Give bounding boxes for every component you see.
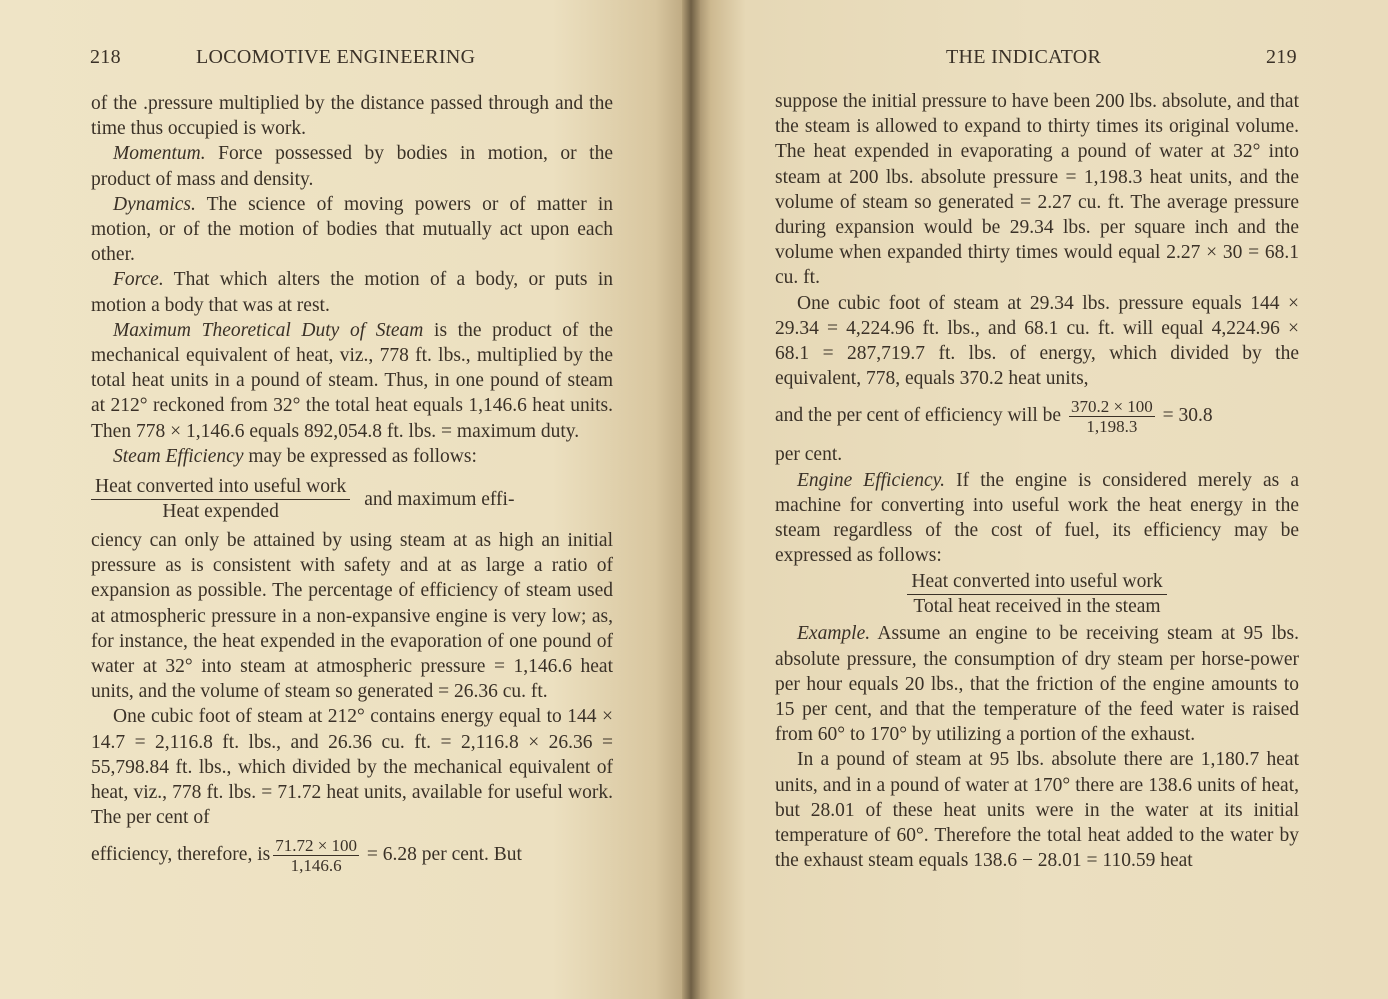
right-page-body <box>775 89 1299 873</box>
term-momentum: Momentum. <box>113 143 206 165</box>
paragraph-maximum-duty <box>91 318 613 444</box>
term-example: Example. <box>797 623 871 645</box>
paragraph-heat-units: In a pound of steam at 95 lbs. absolute there are 1,180.7 heat units, and in a pound of water at 170° there are 138.6 units of heat, but 28.01 of these heat units were in the water at its initial temperature of 60°. Therefore the total heat added to the water by the exhaust steam equals 138.6 − 28.01 = 110.59 heat <box>775 749 1299 872</box>
definition-steam-efficiency: may be expressed as follows: <box>243 445 477 467</box>
term-steam-efficiency: Steam Efficiency <box>113 445 244 467</box>
inline-fraction <box>1069 397 1155 436</box>
paragraph-initial-pressure: suppose the initial pressure to have been 200 lbs. absolute, and that the steam is allowed to expand to thirty times its original volume. The heat expended in evaporating a pound of water at 32° into steam at 200 lbs. absolute pressure = 1,198.3 heat units, and the volume of steam so generated = 2.27 cu. ft. The average pressure during expansion would be 29.34 lbs. per square inch and the volume when expanded thirty times would equal 2.27 × 30 = 68.1 cu. ft. <box>775 91 1299 289</box>
efficiency-equation-line <box>91 836 613 875</box>
book-gutter <box>682 0 700 999</box>
paragraph-energy-calculation: One cubic foot of steam at 29.34 lbs. pressure equals 144 × 29.34 = 4,224.96 ft. lbs., and 68.1 cu. ft. will equal 4,224.96 × 68.1 = 287,719.7 ft. lbs. of energy, which divided by the equivalent, 778, equals 370.2 heat units, <box>775 292 1299 390</box>
definition-maximum-duty: is the product of the mechanical equivalent of heat, viz., 778 ft. lbs., multiplied by the total heat units in a pound of steam. Thus, in one pound of steam at 212° reckoned from 32° the total heat equals 1,146.6 heat units. Then 778 × 1,146.6 equals 892,054.8 ft. lbs. = maximum duty. <box>91 319 614 442</box>
formula-trailing-text: and maximum effi- <box>364 488 515 510</box>
paragraph-dynamics <box>91 192 613 268</box>
right-page-number: 219 <box>1266 46 1297 68</box>
equation-suffix: = 6.28 per cent. But <box>362 844 522 866</box>
fraction-numerator: Heat converted into useful work <box>91 475 350 500</box>
definition-engine-efficiency: If the engine is considered merely as a machine for converting into useful work the heat energy in the steam regardless of the cost of fuel, its efficiency may be expressed as follows: <box>775 469 1299 567</box>
engine-efficiency-formula <box>775 570 1299 619</box>
efficiency-equation-line <box>775 397 1299 436</box>
definition-momentum: Force possessed by bodies in motion, or the product of mass and density. <box>91 143 613 190</box>
definition-dynamics: The science of moving powers or of matter in motion, or of the motion of bodies that mutually act upon each other. <box>91 193 613 266</box>
term-force: Force. <box>113 269 164 291</box>
left-running-title: LOCOMOTIVE ENGINEERING <box>196 46 476 68</box>
term-maximum-duty: Maximum Theoretical Duty of Steam <box>113 319 424 341</box>
paragraph-cubic-foot-energy: One cubic foot of steam at 212° contains energy equal to 144 × 14.7 = 2,116.8 ft. lbs., and 26.36 cu. ft. = 2,116.8 × 26.36 = 55,798.84 ft. lbs., which divided by the mechanical equivalent of heat, viz., 778 ft. lbs. = 71.72 heat units, available for useful work. The per cent of <box>91 706 613 829</box>
fraction-denominator: 1,198.3 <box>1086 417 1138 437</box>
left-page <box>0 0 690 999</box>
fraction-denominator: Total heat received in the steam <box>913 596 1161 618</box>
left-page-body <box>91 91 613 881</box>
paragraph-force <box>91 267 613 317</box>
per-cent-text: per cent. <box>775 444 843 466</box>
fraction-numerator: 370.2 × 100 <box>1070 397 1153 417</box>
definition-force: That which alters the motion of a body, or puts in motion a body that was at rest. <box>91 269 613 316</box>
term-engine-efficiency: Engine Efficiency. <box>797 469 946 491</box>
paragraph-example <box>775 621 1299 747</box>
paragraph-work-continued: of the .pressure multiplied by the distance passed through and the time thus occupied is work. <box>91 93 613 140</box>
fraction <box>907 570 1166 619</box>
equation-suffix: = 30.8 <box>1157 405 1213 427</box>
fraction-numerator: 71.72 × 100 <box>275 836 358 856</box>
paragraph-engine-efficiency <box>775 468 1299 569</box>
inline-fraction <box>273 836 359 875</box>
term-dynamics: Dynamics. <box>113 193 196 215</box>
left-page-number: 218 <box>90 46 121 68</box>
right-page <box>690 0 1388 999</box>
paragraph-efficiency-explanation: ciency can only be attained by using steam at as high an initial pressure as is consistent with safety and at as large a ratio of expansion as possible. The percentage of efficiency of steam used at atmospheric pressure in a non-expansive engine is very low; as, for instance, the heat expended in the evaporation of one pound of water at 32° into steam at atmospheric pressure = 1,146.6 heat units, and the volume of steam so generated = 26.36 cu. ft. <box>91 530 613 703</box>
fraction-denominator: 1,146.6 <box>290 856 342 876</box>
right-running-title: THE INDICATOR <box>946 46 1102 68</box>
fraction-denominator: Heat expended <box>162 501 279 523</box>
fraction <box>91 475 350 524</box>
equation-prefix: and the per cent of efficiency will be <box>775 405 1066 427</box>
steam-efficiency-formula <box>91 475 613 524</box>
paragraph-momentum <box>91 141 613 191</box>
fraction-numerator: Heat converted into useful work <box>907 570 1166 595</box>
paragraph-steam-efficiency <box>91 444 613 469</box>
equation-prefix: efficiency, therefore, is <box>91 844 271 866</box>
example-text: Assume an engine to be receiving steam at 95 lbs. absolute pressure, the consumption of dry steam per horse-power per hour equals 20 lbs., that the friction of the engine amounts to 15 per cent, and that the temperature of the feed water is raised from 60° to 170° by utilizing a portion of the exhaust. <box>775 623 1299 746</box>
